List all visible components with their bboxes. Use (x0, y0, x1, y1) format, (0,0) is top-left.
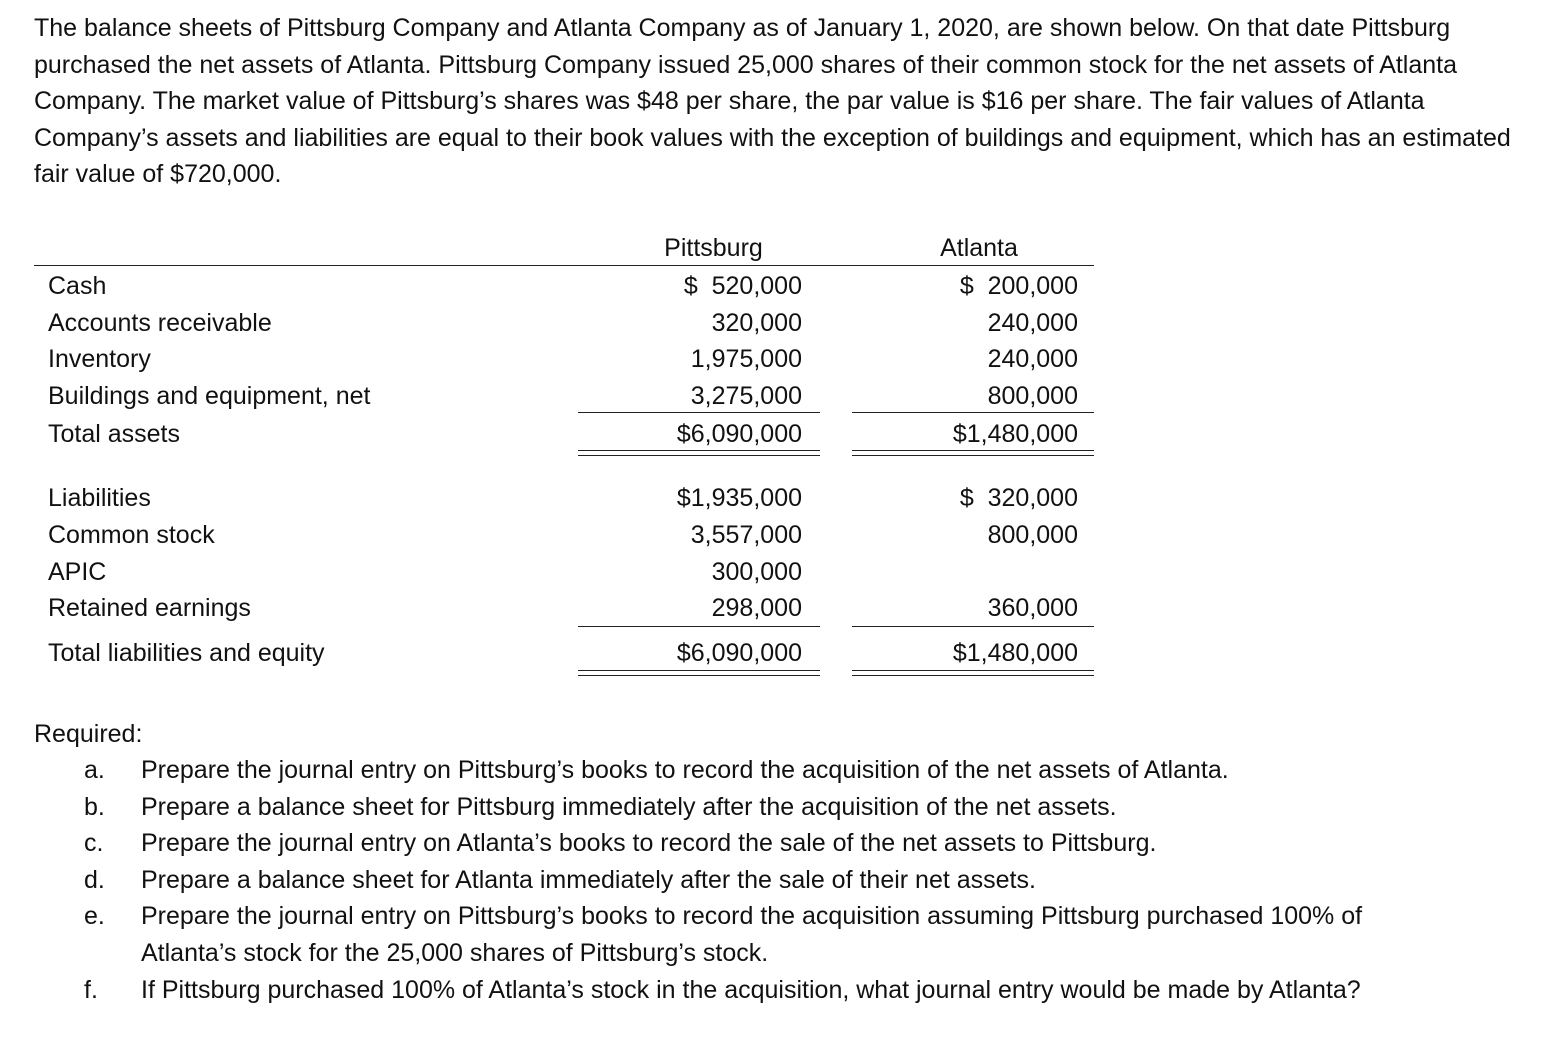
item-letter: a. (84, 756, 105, 784)
table-row (34, 343, 1104, 375)
row-label: Inventory (48, 345, 151, 373)
pittsburg-value: 1,975,000 (690, 345, 802, 373)
item-text: Prepare the journal entry on Atlanta’s books to record the sale of the net assets to Pittsburg. (141, 829, 1157, 857)
atlanta-value: 800,000 (987, 521, 1078, 549)
table-row-total (34, 637, 1104, 669)
table-row (34, 270, 1104, 302)
atlanta-value: 240,000 (987, 309, 1078, 337)
header-pittsburg: Pittsburg (664, 234, 763, 262)
pittsburg-value: 300,000 (711, 558, 802, 586)
table-row-total (34, 418, 1104, 450)
atlanta-value: 800,000 (987, 382, 1078, 410)
table-row (34, 592, 1104, 624)
pittsburg-value: 3,557,000 (690, 521, 802, 549)
balance-sheet-table (34, 0, 1104, 700)
pittsburg-value: 3,275,000 (690, 382, 802, 410)
atlanta-value: $ 200,000 (959, 272, 1078, 300)
row-label: Cash (48, 272, 107, 300)
pittsburg-value: $ 520,000 (683, 272, 802, 300)
row-label: Retained earnings (48, 594, 251, 622)
item-text: Prepare the journal entry on Pittsburg’s books to record the acquisition of the net assets of Atlanta. (141, 756, 1229, 784)
table-header-row (34, 232, 1104, 264)
pittsburg-total: $6,090,000 (676, 420, 802, 448)
row-label: Total assets (48, 420, 181, 448)
total-double-rule-pittsburg (578, 670, 820, 676)
item-text: Prepare the journal entry on Pittsburg’s books to record the acquisition assuming Pittsburg purchased 100% of Atlanta’s stock for the 25,000 shares of Pittsburg’s stock. (141, 902, 1363, 967)
item-letter: e. (84, 902, 105, 930)
pittsburg-value: 298,000 (711, 594, 802, 622)
item-letter: f. (84, 976, 98, 1004)
item-text: Prepare a balance sheet for Atlanta immediately after the sale of their net assets. (141, 865, 1036, 894)
row-label: Liabilities (48, 484, 151, 512)
pittsburg-total: $6,090,000 (676, 639, 802, 667)
subtotal-rule-atlanta (852, 412, 1094, 413)
subtotal-rule-atlanta (852, 626, 1094, 627)
total-double-rule-pittsburg (578, 450, 820, 456)
subtotal-rule-pittsburg (578, 626, 820, 627)
atlanta-total: $1,480,000 (952, 420, 1078, 448)
intro-paragraph: The balance sheets of Pittsburg Company and Atlanta Company as of January 1, 2020, are shown below. On that date Pittsburg purchased the net assets of Atlanta. Pittsburg Company issued 25,000 shares of their common stock for the net assets of Atlanta Company. The market value of Pittsburg’s shares was $48 per share, the par value is $16 per share. The fair values of Atlanta Company’s assets and liabilities are equal to their book values with the exception of buildings and equipment, which has an estimated fair value of $720,000. (34, 14, 1511, 188)
header-rule (34, 265, 1094, 266)
required-heading: Required: (34, 720, 143, 748)
header-atlanta: Atlanta (940, 234, 1018, 262)
item-text: If Pittsburg purchased 100% of Atlanta’s stock in the acquisition, what journal entry would be made by Atlanta? (141, 976, 1361, 1004)
table-row (34, 519, 1104, 551)
item-letter: b. (84, 792, 105, 821)
item-text: Prepare a balance sheet for Pittsburg immediately after the acquisition of the net assets. (141, 792, 1117, 821)
row-label: Total liabilities and equity (48, 639, 325, 667)
atlanta-value: 240,000 (987, 345, 1078, 373)
atlanta-total: $1,480,000 (952, 639, 1078, 667)
pittsburg-value: $1,935,000 (676, 484, 802, 512)
row-label: Common stock (48, 521, 215, 549)
table-row (34, 482, 1104, 514)
row-label: Buildings and equipment, net (48, 382, 371, 410)
atlanta-value: 360,000 (987, 594, 1078, 622)
subtotal-rule-pittsburg (578, 412, 820, 413)
total-double-rule-atlanta (852, 670, 1094, 676)
row-label: Accounts receivable (48, 309, 272, 337)
table-row (34, 380, 1104, 412)
table-row (34, 556, 1104, 588)
item-letter: d. (84, 865, 105, 894)
item-letter: c. (84, 829, 104, 857)
table-row (34, 307, 1104, 339)
row-label: APIC (48, 558, 107, 586)
pittsburg-value: 320,000 (711, 309, 802, 337)
total-double-rule-atlanta (852, 450, 1094, 456)
atlanta-value: $ 320,000 (959, 484, 1078, 512)
